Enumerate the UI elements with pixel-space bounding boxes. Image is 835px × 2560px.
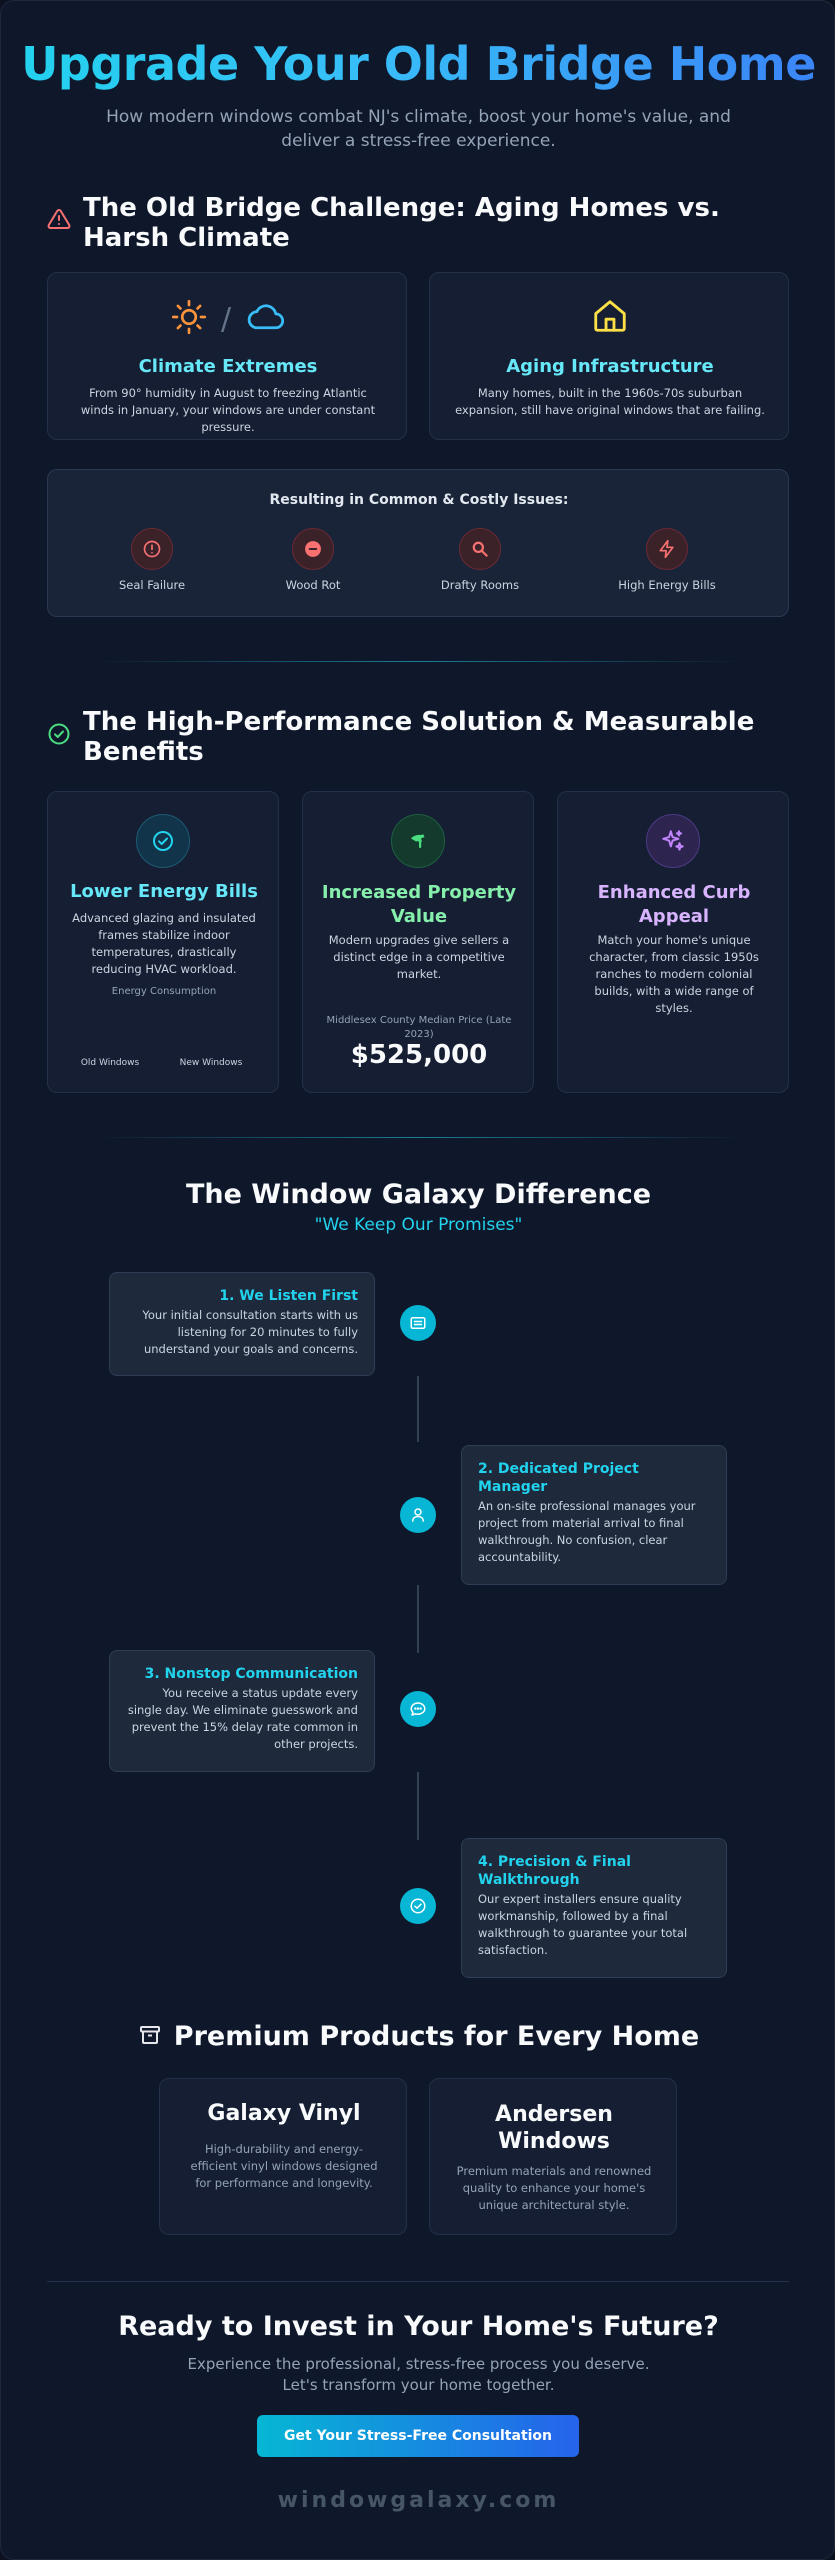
issue-label-wood-rot: Wood Rot xyxy=(285,578,341,592)
energy-chart-area xyxy=(78,1006,250,1058)
page-title: Upgrade Your Old Bridge Home xyxy=(1,37,835,91)
step-3-card xyxy=(109,1650,375,1772)
andersen-windows-text: Premium materials and renowned quality to enhance your home's unique architectural style. xyxy=(456,2164,652,2212)
step-4-text: Our expert installers ensure quality workmanship, followed by a final walkthrough to guarantee your total satisfaction. xyxy=(478,1892,688,1957)
issue-label-high-energy-bills: High Energy Bills xyxy=(618,578,716,592)
cta-title: Ready to Invest in Your Home's Future? xyxy=(118,2311,719,2342)
warning-triangle-icon xyxy=(47,207,71,235)
alert-circle-icon xyxy=(131,528,173,570)
galaxy-vinyl-text: High-durability and energy-efficient vinyl windows designed for performance and longevity. xyxy=(190,2142,378,2190)
aging-infrastructure-text: Many homes, built in the 1960s-70s suburban expansion, still have original windows that are failing. xyxy=(455,386,765,417)
climate-extremes-card xyxy=(47,272,407,440)
lower-energy-bills-title: Lower Energy Bills xyxy=(70,881,258,902)
property-value-card xyxy=(302,791,534,1093)
lightning-icon xyxy=(646,528,688,570)
section-divider xyxy=(91,661,746,662)
issue-label-seal-failure: Seal Failure xyxy=(118,578,186,592)
lower-energy-bills-card xyxy=(47,791,279,1093)
difference-title: The Window Galaxy Difference xyxy=(185,1179,652,1210)
site-url: windowgalaxy.com xyxy=(277,2488,560,2513)
step-4-card xyxy=(461,1838,727,1978)
issues-title: Resulting in Common & Costly Issues: xyxy=(269,492,569,508)
issue-label-drafty-rooms: Drafty Rooms xyxy=(440,578,520,592)
galaxy-vinyl-card xyxy=(159,2078,407,2235)
search-icon xyxy=(459,528,501,570)
products-heading xyxy=(1,2021,835,2052)
sun-icon xyxy=(171,299,207,339)
step-1-card xyxy=(109,1272,375,1376)
consultation-button[interactable]: Get Your Stress-Free Consultation xyxy=(257,2415,579,2457)
sparkles-icon xyxy=(646,814,700,868)
galaxy-vinyl-title: Galaxy Vinyl xyxy=(207,2101,361,2126)
energy-chart-category-old: Old Windows xyxy=(80,1058,140,1068)
check-circle-icon xyxy=(400,1888,436,1924)
median-price-value: $525,000 xyxy=(350,1040,488,1070)
property-value-title: Increased Property Value xyxy=(321,882,517,927)
challenge-section-title: The Old Bridge Challenge: Aging Homes vs. Harsh Climate xyxy=(83,193,720,253)
minus-circle-icon xyxy=(292,528,334,570)
house-icon xyxy=(591,297,629,339)
difference-tagline: "We Keep Our Promises" xyxy=(314,1215,523,1235)
cta-text: Experience the professional, stress-free process you deserve. Let's transform your home together. xyxy=(187,2355,650,2394)
curb-appeal-title: Enhanced Curb Appeal xyxy=(597,882,751,927)
andersen-windows-title: Andersen Windows xyxy=(495,2102,613,2154)
user-icon xyxy=(400,1497,436,1533)
lower-energy-bills-text: Advanced glazing and insulated frames stabilize indoor temperatures, drastically reducing HVAC workload. xyxy=(72,911,256,976)
property-value-text: Modern upgrades give sellers a distinct edge in a competitive market. xyxy=(328,933,510,981)
dollar-icon xyxy=(391,814,445,868)
issues-card xyxy=(47,469,789,617)
curb-appeal-card xyxy=(557,791,789,1093)
aging-infrastructure-title: Aging Infrastructure xyxy=(506,356,714,377)
climate-extremes-text: From 90° humidity in August to freezing Atlantic winds in January, your windows are under constant pressure. xyxy=(80,386,376,434)
solution-section-title: The High-Performance Solution & Measurable Benefits xyxy=(83,707,755,767)
timeline-connector xyxy=(417,1772,419,1840)
check-badge-icon xyxy=(136,814,190,868)
page-subtitle: How modern windows combat NJ's climate, boost your home's value, and deliver a stress-free experience. xyxy=(106,107,731,151)
step-3-title: 3. Nonstop Communication xyxy=(144,1666,358,1682)
timeline-connector xyxy=(417,1376,419,1442)
step-2-text: An on-site professional manages your project from material arrival to final walkthrough. No confusion, clear accountability. xyxy=(478,1499,696,1564)
archive-box-icon xyxy=(138,2023,162,2051)
step-1-title: 1. We Listen First xyxy=(219,1288,358,1304)
energy-chart-category-new: New Windows xyxy=(179,1058,243,1068)
products-title: Premium Products for Every Home xyxy=(173,2021,700,2052)
step-2-title: 2. Dedicated Project Manager xyxy=(478,1461,639,1495)
step-2-card xyxy=(461,1445,727,1585)
section-divider xyxy=(91,1137,746,1138)
aging-infrastructure-card xyxy=(429,272,789,440)
climate-extremes-title: Climate Extremes xyxy=(138,356,318,377)
cloud-icon xyxy=(245,299,285,339)
footer-divider xyxy=(47,2281,789,2282)
timeline-connector xyxy=(417,1585,419,1653)
separator-slash: / xyxy=(220,301,232,337)
step-4-title: 4. Precision & Final Walkthrough xyxy=(478,1854,631,1888)
check-circle-icon xyxy=(47,722,71,750)
andersen-windows-card xyxy=(429,2078,677,2235)
step-3-text: You receive a status update every single day. We eliminate guesswork and prevent the 15% delay rate common in other projects. xyxy=(127,1686,358,1751)
median-price-label: Middlesex County Median Price (Late 2023) xyxy=(326,1015,512,1040)
step-1-text: Your initial consultation starts with us listening for 20 minutes to fully understand your goals and concerns. xyxy=(142,1308,358,1356)
curb-appeal-text: Match your home's unique character, from classic 1950s ranches to modern colonial builds, with a wide range of styles. xyxy=(589,933,759,1015)
energy-chart-label: Energy Consumption xyxy=(111,986,217,997)
chat-bubble-icon xyxy=(400,1691,436,1727)
id-card-icon xyxy=(400,1305,436,1341)
